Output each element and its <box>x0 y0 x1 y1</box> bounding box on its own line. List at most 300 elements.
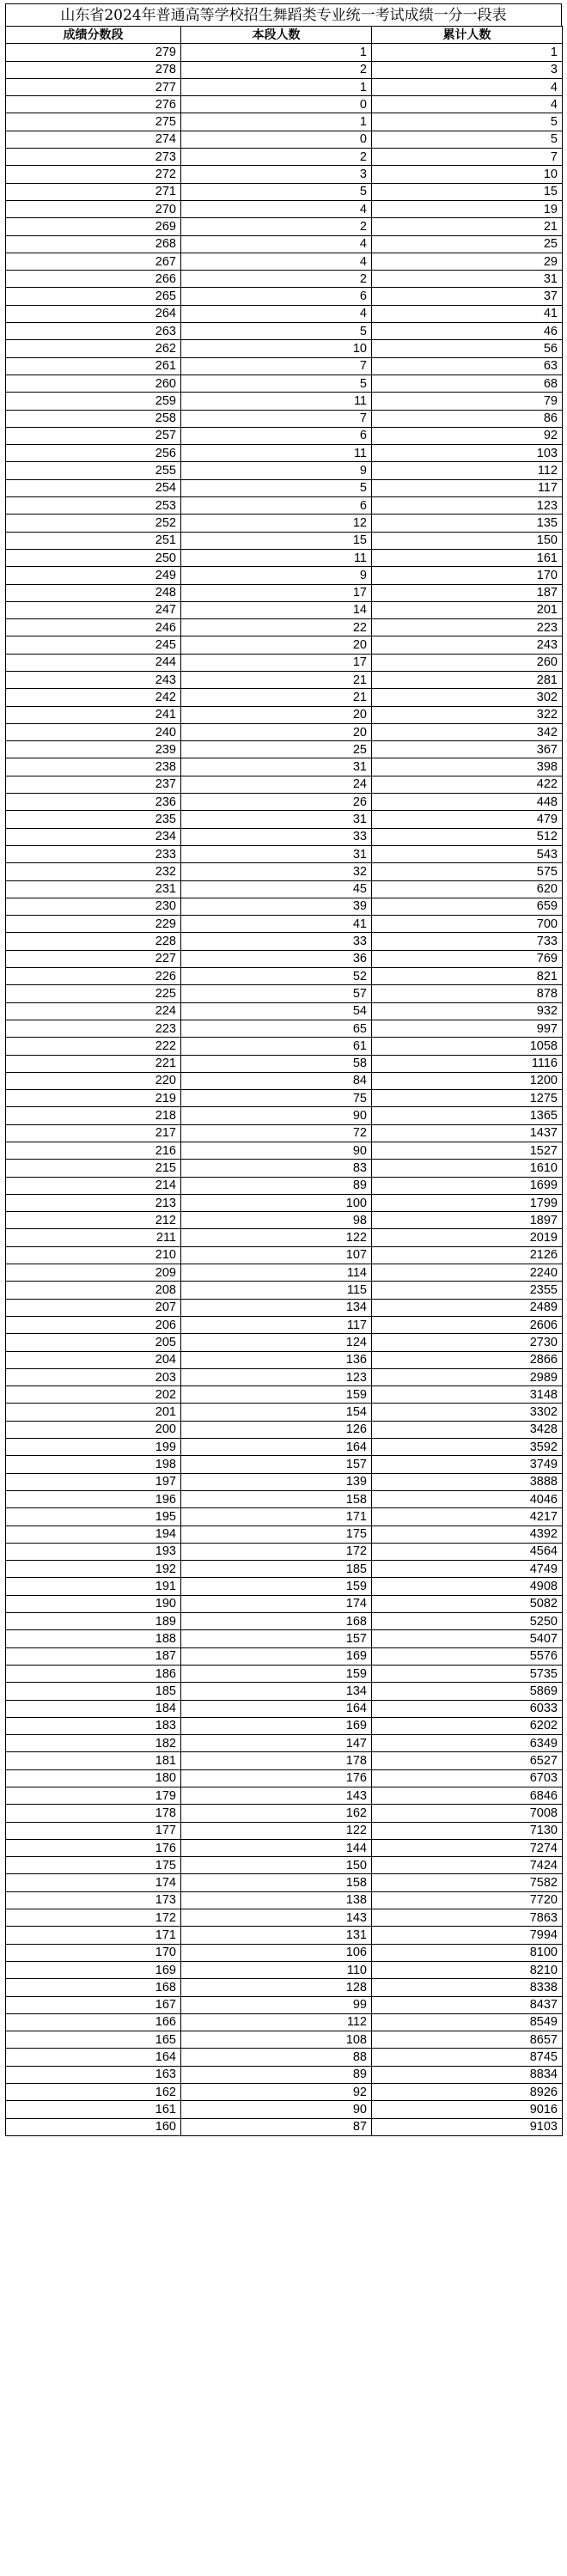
cumulative-count-cell: 1200 <box>372 1072 563 1089</box>
segment-count-cell: 1 <box>181 44 372 61</box>
score-cell: 161 <box>6 2101 181 2118</box>
score-cell: 238 <box>6 758 181 776</box>
table-row <box>6 2031 563 2049</box>
cumulative-count-cell: 512 <box>372 828 563 845</box>
cumulative-count-cell: 1116 <box>372 1055 563 1072</box>
segment-count-cell: 7 <box>181 410 372 427</box>
cumulative-count-cell: 479 <box>372 811 563 828</box>
cumulative-count-cell: 3302 <box>372 1404 563 1421</box>
segment-count-cell: 122 <box>181 1822 372 1839</box>
segment-count-cell: 90 <box>181 1107 372 1124</box>
score-cell: 213 <box>6 1194 181 1211</box>
table-row <box>6 427 563 444</box>
table-title: 山东省2024年普通高等学校招生舞蹈类专业统一考试成绩一分一段表 <box>5 3 562 26</box>
score-cell: 170 <box>6 1944 181 1961</box>
cumulative-count-cell: 68 <box>372 375 563 392</box>
segment-count-cell: 168 <box>181 1613 372 1630</box>
score-cell: 181 <box>6 1752 181 1769</box>
score-cell: 235 <box>6 811 181 828</box>
cumulative-count-cell: 8549 <box>372 2013 563 2031</box>
table-row <box>6 445 563 462</box>
table-row <box>6 515 563 532</box>
segment-count-cell: 122 <box>181 1229 372 1246</box>
segment-count-cell: 36 <box>181 950 372 967</box>
table-row <box>6 1613 563 1630</box>
table-row <box>6 601 563 618</box>
segment-count-cell: 178 <box>181 1752 372 1769</box>
table-row <box>6 1944 563 1961</box>
table-row <box>6 1473 563 1490</box>
cumulative-count-cell: 86 <box>372 410 563 427</box>
table-row <box>6 1456 563 1473</box>
table-row <box>6 1490 563 1507</box>
cumulative-count-cell: 1610 <box>372 1160 563 1177</box>
segment-count-cell: 90 <box>181 1142 372 1160</box>
segment-count-cell: 123 <box>181 1368 372 1385</box>
score-cell: 266 <box>6 271 181 288</box>
score-cell: 260 <box>6 375 181 392</box>
table-row <box>6 340 563 357</box>
segment-count-cell: 89 <box>181 2066 372 2083</box>
score-cell: 246 <box>6 619 181 636</box>
cumulative-count-cell: 92 <box>372 427 563 444</box>
table-row <box>6 1822 563 1839</box>
table-row <box>6 950 563 967</box>
cumulative-count-cell: 659 <box>372 898 563 915</box>
cumulative-count-cell: 2989 <box>372 1368 563 1385</box>
table-row <box>6 1857 563 1874</box>
score-cell: 212 <box>6 1212 181 1229</box>
segment-count-cell: 21 <box>181 689 372 706</box>
table-row <box>6 1805 563 1822</box>
segment-count-cell: 164 <box>181 1700 372 1717</box>
score-cell: 277 <box>6 78 181 95</box>
table-row <box>6 1891 563 1909</box>
score-cell: 196 <box>6 1490 181 1507</box>
score-cell: 163 <box>6 2066 181 2083</box>
table-row <box>6 479 563 496</box>
segment-count-cell: 124 <box>181 1334 372 1351</box>
score-cell: 180 <box>6 1769 181 1787</box>
segment-count-cell: 9 <box>181 462 372 479</box>
segment-count-cell: 154 <box>181 1404 372 1421</box>
cumulative-count-cell: 878 <box>372 985 563 1002</box>
cumulative-count-cell: 21 <box>372 218 563 235</box>
table-row <box>6 2101 563 2118</box>
segment-count-cell: 15 <box>181 532 372 549</box>
table-row <box>6 2084 563 2101</box>
score-cell: 231 <box>6 880 181 898</box>
score-cell: 233 <box>6 845 181 862</box>
table-row <box>6 1316 563 1333</box>
score-cell: 237 <box>6 776 181 793</box>
table-row <box>6 1229 563 1246</box>
table-row <box>6 968 563 985</box>
score-cell: 270 <box>6 200 181 217</box>
table-row <box>6 2066 563 2083</box>
table-row <box>6 1874 563 1891</box>
score-cell: 244 <box>6 654 181 671</box>
cumulative-count-cell: 2606 <box>372 1316 563 1333</box>
cumulative-count-cell: 9016 <box>372 2101 563 2118</box>
score-cell: 164 <box>6 2049 181 2066</box>
segment-count-cell: 107 <box>181 1246 372 1264</box>
table-row <box>6 828 563 845</box>
score-cell: 229 <box>6 916 181 933</box>
table-row <box>6 1979 563 1996</box>
cumulative-count-cell: 448 <box>372 794 563 811</box>
score-cell: 192 <box>6 1561 181 1578</box>
segment-count-cell: 0 <box>181 96 372 113</box>
table-row <box>6 584 563 601</box>
segment-count-cell: 110 <box>181 1961 372 1978</box>
table-row <box>6 1735 563 1752</box>
table-row <box>6 636 563 654</box>
segment-count-cell: 33 <box>181 828 372 845</box>
segment-count-cell: 4 <box>181 305 372 322</box>
segment-count-cell: 83 <box>181 1160 372 1177</box>
segment-count-cell: 2 <box>181 149 372 166</box>
table-row <box>6 689 563 706</box>
table-row <box>6 880 563 898</box>
table-row <box>6 1177 563 1194</box>
score-cell: 188 <box>6 1630 181 1647</box>
table-row <box>6 149 563 166</box>
score-cell: 251 <box>6 532 181 549</box>
score-cell: 175 <box>6 1857 181 1874</box>
cumulative-count-cell: 7008 <box>372 1805 563 1822</box>
cumulative-count-cell: 135 <box>372 515 563 532</box>
score-cell: 221 <box>6 1055 181 1072</box>
segment-count-cell: 176 <box>181 1769 372 1787</box>
segment-count-cell: 33 <box>181 933 372 950</box>
cumulative-count-cell: 8210 <box>372 1961 563 1978</box>
cumulative-count-cell: 8338 <box>372 1979 563 1996</box>
segment-count-cell: 114 <box>181 1264 372 1282</box>
score-cell: 217 <box>6 1124 181 1142</box>
segment-count-cell: 61 <box>181 1038 372 1055</box>
score-cell: 262 <box>6 340 181 357</box>
cumulative-count-cell: 7720 <box>372 1891 563 1909</box>
score-cell: 259 <box>6 393 181 410</box>
segment-count-cell: 6 <box>181 497 372 515</box>
table-row <box>6 1107 563 1124</box>
table-row <box>6 288 563 305</box>
table-row <box>6 1124 563 1142</box>
cumulative-count-cell: 6703 <box>372 1769 563 1787</box>
cumulative-count-cell: 769 <box>372 950 563 967</box>
cumulative-count-cell: 3428 <box>372 1421 563 1438</box>
cumulative-count-cell: 281 <box>372 671 563 688</box>
score-cell: 240 <box>6 723 181 740</box>
score-cell: 182 <box>6 1735 181 1752</box>
cumulative-count-cell: 1365 <box>372 1107 563 1124</box>
score-cell: 202 <box>6 1386 181 1404</box>
segment-count-cell: 131 <box>181 1927 372 1944</box>
cumulative-count-cell: 2489 <box>372 1299 563 1316</box>
cumulative-count-cell: 7994 <box>372 1927 563 1944</box>
cumulative-count-cell: 5250 <box>372 1613 563 1630</box>
segment-count-cell: 7 <box>181 357 372 375</box>
segment-count-cell: 11 <box>181 549 372 566</box>
score-cell: 193 <box>6 1543 181 1560</box>
score-cell: 271 <box>6 183 181 200</box>
score-cell: 227 <box>6 950 181 967</box>
table-row <box>6 1665 563 1682</box>
table-row <box>6 1578 563 1595</box>
segment-count-cell: 14 <box>181 601 372 618</box>
score-cell: 191 <box>6 1578 181 1595</box>
score-cell: 219 <box>6 1090 181 1107</box>
cumulative-count-cell: 2866 <box>372 1351 563 1368</box>
cumulative-count-cell: 7863 <box>372 1909 563 1927</box>
table-row <box>6 619 563 636</box>
segment-count-cell: 5 <box>181 375 372 392</box>
score-cell: 254 <box>6 479 181 496</box>
table-row <box>6 1020 563 1037</box>
cumulative-count-cell: 1799 <box>372 1194 563 1211</box>
score-cell: 186 <box>6 1665 181 1682</box>
segment-count-cell: 22 <box>181 619 372 636</box>
table-row <box>6 1351 563 1368</box>
table-row <box>6 218 563 235</box>
segment-count-cell: 175 <box>181 1526 372 1543</box>
segment-count-cell: 171 <box>181 1508 372 1526</box>
segment-count-cell: 31 <box>181 758 372 776</box>
cumulative-count-cell: 322 <box>372 706 563 723</box>
table-row <box>6 1072 563 1089</box>
cumulative-count-cell: 37 <box>372 288 563 305</box>
cumulative-count-cell: 46 <box>372 323 563 340</box>
cumulative-count-cell: 19 <box>372 200 563 217</box>
segment-count-cell: 143 <box>181 1787 372 1804</box>
cumulative-count-cell: 7274 <box>372 1839 563 1856</box>
segment-count-cell: 98 <box>181 1212 372 1229</box>
score-cell: 216 <box>6 1142 181 1160</box>
segment-count-cell: 158 <box>181 1874 372 1891</box>
segment-count-cell: 72 <box>181 1124 372 1142</box>
segment-count-cell: 31 <box>181 845 372 862</box>
segment-count-cell: 5 <box>181 183 372 200</box>
table-row <box>6 933 563 950</box>
segment-count-cell: 134 <box>181 1299 372 1316</box>
table-row <box>6 741 563 758</box>
score-cell: 189 <box>6 1613 181 1630</box>
cumulative-count-cell: 5407 <box>372 1630 563 1647</box>
cumulative-count-cell: 4217 <box>372 1508 563 1526</box>
cumulative-count-cell: 5735 <box>372 1665 563 1682</box>
score-cell: 264 <box>6 305 181 322</box>
segment-count-cell: 17 <box>181 654 372 671</box>
cumulative-count-cell: 123 <box>372 497 563 515</box>
cumulative-count-cell: 3888 <box>372 1473 563 1490</box>
score-cell: 274 <box>6 131 181 148</box>
table-row <box>6 1787 563 1804</box>
table-row <box>6 1961 563 1978</box>
table-row <box>6 2013 563 2031</box>
segment-count-cell: 88 <box>181 2049 372 2066</box>
table-row <box>6 1002 563 1020</box>
score-cell: 265 <box>6 288 181 305</box>
table-row <box>6 1282 563 1299</box>
cumulative-count-cell: 63 <box>372 357 563 375</box>
table-row <box>6 567 563 584</box>
score-cell: 273 <box>6 149 181 166</box>
table-row <box>6 811 563 828</box>
segment-count-cell: 126 <box>181 1421 372 1438</box>
segment-count-cell: 39 <box>181 898 372 915</box>
segment-count-cell: 17 <box>181 584 372 601</box>
score-cell: 195 <box>6 1508 181 1526</box>
table-row <box>6 706 563 723</box>
table-row <box>6 898 563 915</box>
segment-count-cell: 92 <box>181 2084 372 2101</box>
segment-count-cell: 52 <box>181 968 372 985</box>
table-row <box>6 393 563 410</box>
segment-count-cell: 157 <box>181 1630 372 1647</box>
table-row <box>6 305 563 322</box>
cumulative-count-cell: 422 <box>372 776 563 793</box>
table-row <box>6 1212 563 1229</box>
score-cell: 205 <box>6 1334 181 1351</box>
segment-count-cell: 172 <box>181 1543 372 1560</box>
table-row <box>6 1386 563 1404</box>
table-row <box>6 1769 563 1787</box>
table-row <box>6 183 563 200</box>
segment-count-cell: 4 <box>181 235 372 253</box>
score-cell: 218 <box>6 1107 181 1124</box>
segment-count-cell: 158 <box>181 1490 372 1507</box>
header-score-range: 成绩分数段 <box>6 27 181 44</box>
score-cell: 250 <box>6 549 181 566</box>
segment-count-cell: 159 <box>181 1386 372 1404</box>
table-row <box>6 985 563 1002</box>
score-cell: 166 <box>6 2013 181 2031</box>
cumulative-count-cell: 2355 <box>372 1282 563 1299</box>
segment-count-cell: 5 <box>181 323 372 340</box>
table-row <box>6 1630 563 1647</box>
score-cell: 210 <box>6 1246 181 1264</box>
table-row <box>6 1700 563 1717</box>
score-cell: 204 <box>6 1351 181 1368</box>
score-cell: 230 <box>6 898 181 915</box>
segment-count-cell: 150 <box>181 1857 372 1874</box>
table-row <box>6 1752 563 1769</box>
cumulative-count-cell: 6033 <box>372 1700 563 1717</box>
score-cell: 257 <box>6 427 181 444</box>
table-row <box>6 1717 563 1734</box>
cumulative-count-cell: 1527 <box>372 1142 563 1160</box>
segment-count-cell: 58 <box>181 1055 372 1072</box>
segment-count-cell: 75 <box>181 1090 372 1107</box>
score-cell: 172 <box>6 1909 181 1927</box>
cumulative-count-cell: 117 <box>372 479 563 496</box>
segment-count-cell: 1 <box>181 113 372 131</box>
segment-count-cell: 147 <box>181 1735 372 1752</box>
cumulative-count-cell: 3749 <box>372 1456 563 1473</box>
segment-count-cell: 24 <box>181 776 372 793</box>
table-row <box>6 1299 563 1316</box>
table-row <box>6 113 563 131</box>
score-cell: 232 <box>6 863 181 880</box>
score-cell: 184 <box>6 1700 181 1717</box>
cumulative-count-cell: 25 <box>372 235 563 253</box>
table-body <box>6 44 563 2136</box>
table-row <box>6 271 563 288</box>
cumulative-count-cell: 398 <box>372 758 563 776</box>
table-row <box>6 1595 563 1612</box>
segment-count-cell: 157 <box>181 1456 372 1473</box>
table-row <box>6 1647 563 1665</box>
cumulative-count-cell: 5869 <box>372 1683 563 1700</box>
segment-count-cell: 159 <box>181 1665 372 1682</box>
cumulative-count-cell: 8100 <box>372 1944 563 1961</box>
table-row <box>6 1142 563 1160</box>
score-cell: 241 <box>6 706 181 723</box>
cumulative-count-cell: 6202 <box>372 1717 563 1734</box>
cumulative-count-cell: 4749 <box>372 1561 563 1578</box>
score-cell: 267 <box>6 253 181 270</box>
segment-count-cell: 169 <box>181 1717 372 1734</box>
cumulative-count-cell: 4 <box>372 96 563 113</box>
cumulative-count-cell: 187 <box>372 584 563 601</box>
segment-count-cell: 3 <box>181 166 372 183</box>
cumulative-count-cell: 6349 <box>372 1735 563 1752</box>
score-cell: 162 <box>6 2084 181 2101</box>
segment-count-cell: 2 <box>181 218 372 235</box>
table-row <box>6 1038 563 1055</box>
table-row <box>6 1927 563 1944</box>
table-row <box>6 1055 563 1072</box>
cumulative-count-cell: 5576 <box>372 1647 563 1665</box>
score-cell: 242 <box>6 689 181 706</box>
score-cell: 275 <box>6 113 181 131</box>
segment-count-cell: 4 <box>181 253 372 270</box>
table-row <box>6 1421 563 1438</box>
table-row <box>6 654 563 671</box>
score-cell: 169 <box>6 1961 181 1978</box>
cumulative-count-cell: 243 <box>372 636 563 654</box>
segment-count-cell: 162 <box>181 1805 372 1822</box>
cumulative-count-cell: 7 <box>372 149 563 166</box>
cumulative-count-cell: 56 <box>372 340 563 357</box>
table-row <box>6 1508 563 1526</box>
table-row <box>6 845 563 862</box>
segment-count-cell: 11 <box>181 445 372 462</box>
table-row <box>6 1404 563 1421</box>
table-row <box>6 1561 563 1578</box>
cumulative-count-cell: 342 <box>372 723 563 740</box>
table-row <box>6 78 563 95</box>
segment-count-cell: 90 <box>181 2101 372 2118</box>
segment-count-cell: 0 <box>181 131 372 148</box>
score-cell: 203 <box>6 1368 181 1385</box>
score-cell: 248 <box>6 584 181 601</box>
score-cell: 245 <box>6 636 181 654</box>
table-row <box>6 1543 563 1560</box>
table-row <box>6 1996 563 2013</box>
segment-count-cell: 134 <box>181 1683 372 1700</box>
score-cell: 255 <box>6 462 181 479</box>
score-cell: 234 <box>6 828 181 845</box>
table-row <box>6 1194 563 1211</box>
table-row <box>6 462 563 479</box>
score-cell: 261 <box>6 357 181 375</box>
cumulative-count-cell: 620 <box>372 880 563 898</box>
segment-count-cell: 12 <box>181 515 372 532</box>
score-table <box>5 26 563 2136</box>
score-cell: 183 <box>6 1717 181 1734</box>
